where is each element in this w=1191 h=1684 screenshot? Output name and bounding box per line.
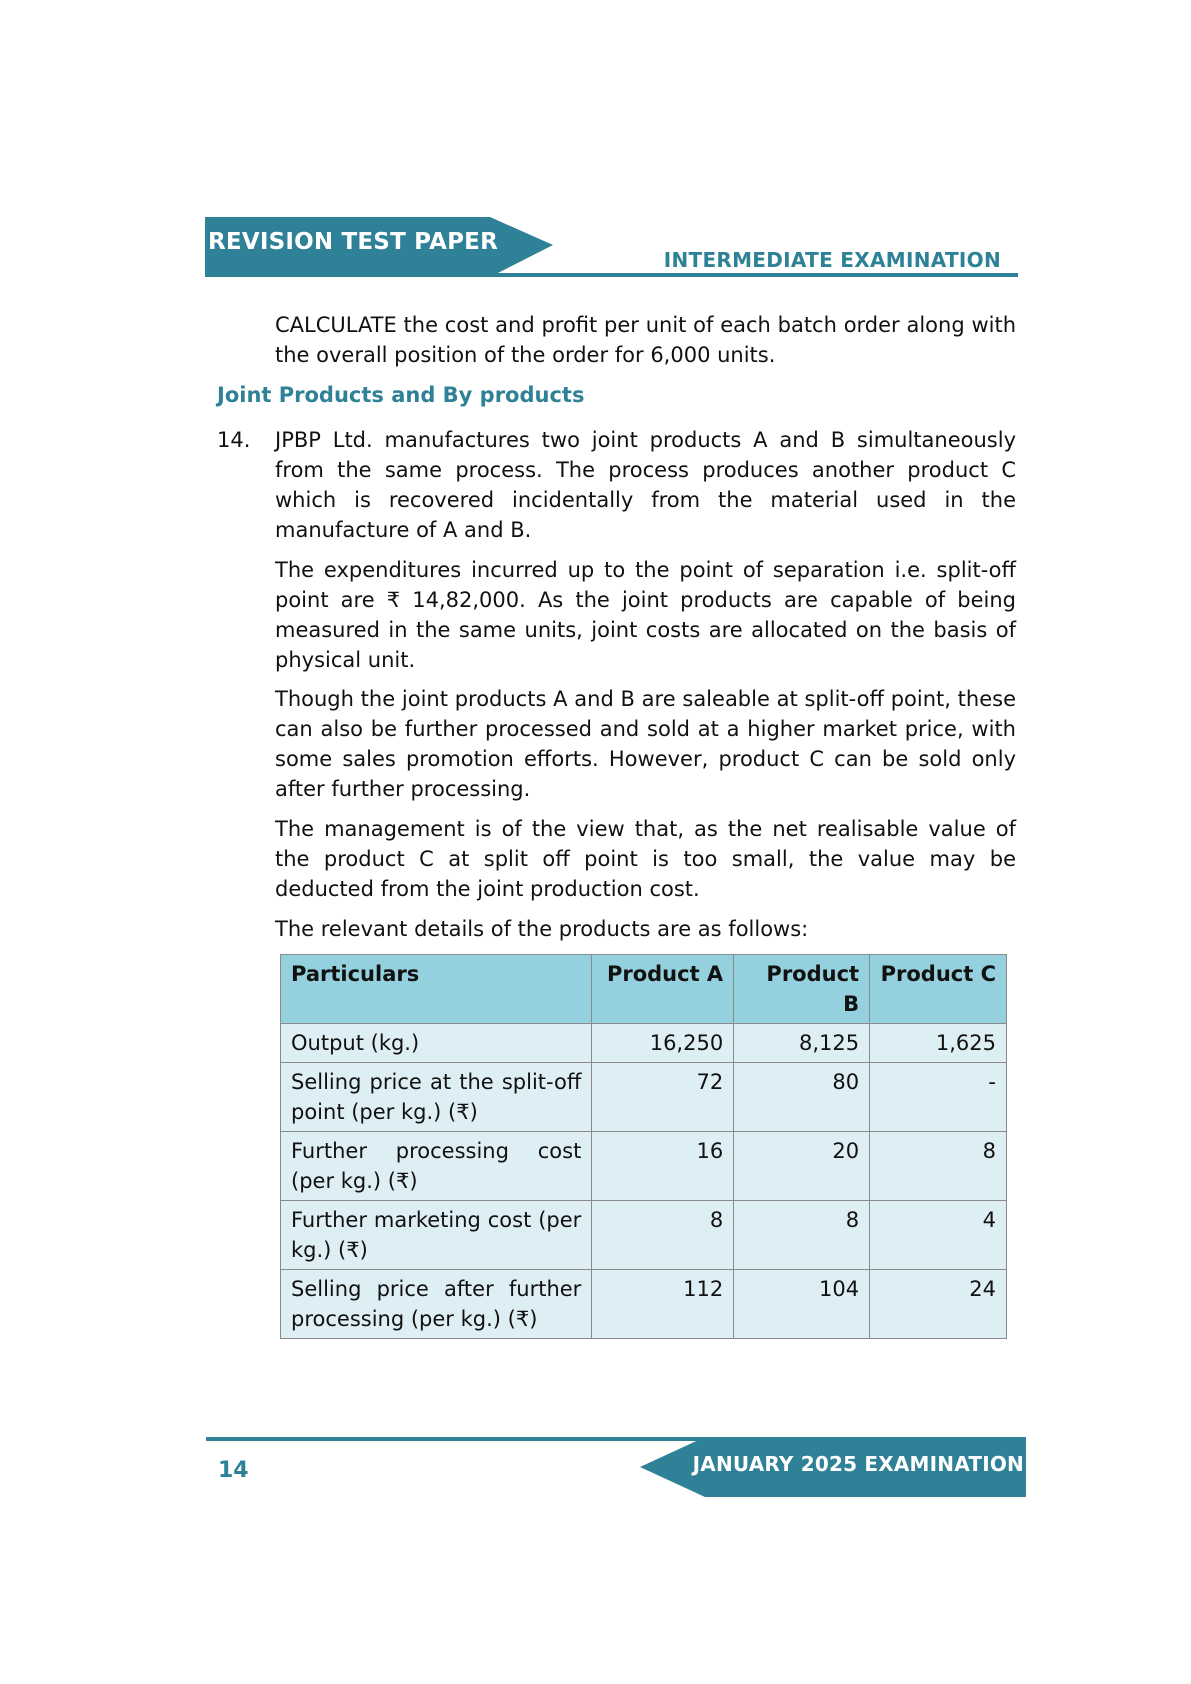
table-header-cell: Particulars — [281, 955, 592, 1024]
question-number: 14. — [217, 428, 251, 452]
table-cell: 16 — [592, 1132, 734, 1201]
table-header-row — [281, 955, 1007, 1024]
table-cell: Selling price after further processing (per kg.) (₹) — [281, 1270, 592, 1339]
header-title: REVISION TEST PAPER — [208, 229, 498, 255]
table-cell: 112 — [592, 1270, 734, 1339]
question-paragraph-3: Though the joint products A and B are saleable at split-off point, these can also be further processed and sold at a higher market price, with some sales promotion efforts. However, product C can be sold only after further processing. — [275, 687, 1016, 801]
table-cell: 8 — [870, 1132, 1007, 1201]
table-row — [281, 1201, 1007, 1270]
header-rule — [490, 273, 1018, 277]
section-heading: Joint Products and By products — [217, 383, 585, 407]
table-header-cell: Product B — [734, 955, 870, 1024]
question-paragraph-4: The management is of the view that, as the net realisable value of the product C at split off point is too small, the value may be deducted from the joint production cost. — [275, 817, 1016, 901]
table-cell: 4 — [870, 1201, 1007, 1270]
question-paragraph-2: The expenditures incurred up to the point of separation i.e. split-off point are ₹ 14,82,000. As the joint products are capable of being measured in the same units, joint costs are allocated on the basis of physical unit. — [275, 558, 1016, 672]
table-cell: Selling price at the split-off point (per kg.) (₹) — [281, 1063, 592, 1132]
table-cell: Output (kg.) — [281, 1024, 592, 1063]
table-cell: Further marketing cost (per kg.) (₹) — [281, 1201, 592, 1270]
table-cell: 16,250 — [592, 1024, 734, 1063]
table-cell: 8 — [734, 1201, 870, 1270]
footer-rule — [206, 1437, 712, 1441]
footer-exam-label: JANUARY 2025 EXAMINATION — [692, 1452, 1024, 1476]
header-exam-label: INTERMEDIATE EXAMINATION — [663, 248, 1001, 272]
table-cell: 8 — [592, 1201, 734, 1270]
table-cell: Further processing cost (per kg.) (₹) — [281, 1132, 592, 1201]
table-row — [281, 1063, 1007, 1132]
intro-paragraph: CALCULATE the cost and profit per unit of each batch order along with the overall position of the order for 6,000 units. — [275, 313, 1016, 367]
question-paragraph-1: JPBP Ltd. manufactures two joint products A and B simultaneously from the same process. The process produces another product C which is recovered incidentally from the material used in the manufacture of A and B. — [275, 428, 1016, 542]
table-row — [281, 1024, 1007, 1063]
table-cell: 80 — [734, 1063, 870, 1132]
table-header-cell: Product A — [592, 955, 734, 1024]
table-cell: 104 — [734, 1270, 870, 1339]
table-cell: 1,625 — [870, 1024, 1007, 1063]
table-row — [281, 1132, 1007, 1201]
page-number: 14 — [218, 1458, 249, 1483]
table-cell: - — [870, 1063, 1007, 1132]
table-cell: 20 — [734, 1132, 870, 1201]
table-row — [281, 1270, 1007, 1339]
table-cell: 24 — [870, 1270, 1007, 1339]
table-cell: 72 — [592, 1063, 734, 1132]
table-header-cell: Product C — [870, 955, 1007, 1024]
products-table — [280, 954, 1007, 1339]
table-cell: 8,125 — [734, 1024, 870, 1063]
question-paragraph-5: The relevant details of the products are as follows: — [275, 917, 809, 941]
